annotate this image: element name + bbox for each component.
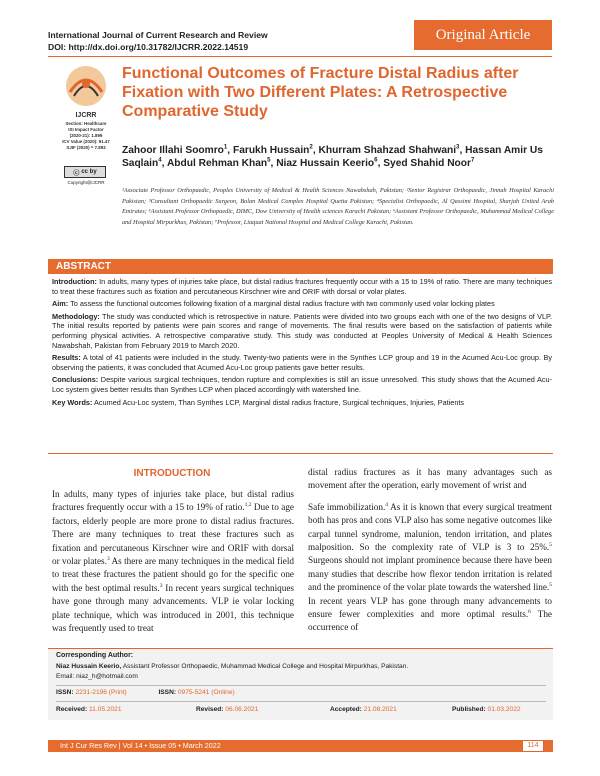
issn-online: 0975-5241 (Online) bbox=[177, 689, 235, 696]
email-label: Email: bbox=[56, 673, 75, 680]
published-label: Published: bbox=[452, 706, 486, 713]
abstract-header-bar bbox=[48, 259, 553, 274]
abstract-text: Acumed Acu-Loc system, Than Synthes LCP, Marginal distal radius fracture, Surgical techniques, Injuries, Patients bbox=[94, 397, 465, 407]
cc-license-text: cc by bbox=[81, 169, 97, 175]
abstract-results bbox=[52, 353, 552, 372]
published-date bbox=[452, 706, 521, 713]
citation-sup: 1,2 bbox=[244, 502, 252, 509]
page-number: 114 bbox=[522, 740, 544, 752]
header-divider bbox=[48, 56, 552, 57]
issn-print: 2231-2196 (Print) bbox=[75, 689, 127, 696]
author-sup: 4 bbox=[158, 156, 162, 164]
abstract-label: Aim: bbox=[52, 299, 69, 309]
revised-value: 06.06.2021 bbox=[225, 706, 259, 713]
received-label: Received: bbox=[56, 706, 88, 713]
accepted-date bbox=[330, 706, 397, 713]
author-name: Farukh Hussain bbox=[232, 145, 310, 156]
citation-sup: 5 bbox=[549, 541, 552, 548]
revised-date bbox=[196, 706, 258, 713]
impact-factor-line: ISI Impact Factor bbox=[68, 127, 104, 132]
corr-divider bbox=[56, 685, 546, 686]
doi-line bbox=[48, 42, 248, 52]
doi-label: DOI: bbox=[48, 42, 67, 52]
abstract-text: Despite various surgical techniques, tendon rupture and complexities is still an issue unresolved. This study shows that the Acumed Acu-Loc system gives better results than Synthes LCP when placed accordingly with watershed line. bbox=[52, 375, 552, 394]
cc-icon: ⓒ bbox=[73, 170, 80, 177]
author-name: Abdul Rehman Khan bbox=[166, 158, 268, 169]
abstract-label: Results: bbox=[52, 353, 81, 363]
body-paragraph: distal radius fractures as it has many advantages such as movement after the operation, early movement of wrist and bbox=[308, 467, 552, 491]
body-text: Due to age factors, elderly people are more prone to distal radius fractures. There are many techniques to treat these fractures such as fixation and percutaneous Kirschner wire and ORIF with dorsal or volar plates. bbox=[52, 502, 294, 567]
abstract-label: Methodology: bbox=[52, 311, 100, 321]
cc-license-badge bbox=[64, 166, 106, 178]
issn-online-label: ISSN: bbox=[158, 689, 177, 696]
body-paragraph bbox=[308, 501, 552, 635]
doi-link[interactable]: http://dx.doi.org/10.31782/IJCRR.2022.14519 bbox=[68, 42, 249, 52]
isi-value: (2020-21): 1.899 bbox=[69, 133, 103, 138]
author-name: Syed Shahid Noor bbox=[383, 158, 471, 169]
copyright: Copyright@IJCRR bbox=[67, 180, 105, 185]
footer-citation: Int J Cur Res Rev | Vol 14 • Issue 05 • March 2022 bbox=[60, 741, 221, 750]
corresponding-heading: Corresponding Author: bbox=[56, 652, 134, 659]
citation-sup: 6 bbox=[528, 609, 531, 615]
body-text: Surgeons should not implant prominence because there have been many studies that describe how flexor tendon irritation is related and the prominence of the volar plate towards the watershed line. bbox=[308, 555, 552, 593]
corresponding-name: Niaz Hussain Keerio, bbox=[56, 663, 122, 670]
abstract-text: A total of 41 patients were included in the study. Twenty-two patients were in the Synthes LCP group and 19 in the Acumed Acu-Loc group. By observing the patients, it was concluded that Acumed Acu-Loc group patients gave better results. bbox=[52, 353, 552, 372]
journal-logo-icon bbox=[52, 62, 120, 110]
abstract-text: To assess the functional outcomes following fixation of a marginal distal radius fracture with two commonly used volar locking plates bbox=[70, 299, 495, 309]
abstract-label: Key Words: bbox=[52, 397, 93, 407]
author-name: Hassan Amir Us Saqlain bbox=[122, 145, 543, 169]
abstract-keywords bbox=[52, 398, 552, 408]
citation-sup: 3 bbox=[106, 555, 110, 562]
article-type-badge: Original Article bbox=[414, 20, 552, 50]
body-text: In recent years surgical techniques have gone through many advancements. VLP ie volar locking plate technique, which was introduced in 2001, this technique was frequently used to treat bbox=[52, 582, 294, 634]
abstract-label: Introduction: bbox=[52, 277, 97, 286]
author-name: Niaz Hussain Keerio bbox=[276, 158, 375, 169]
body-paragraph bbox=[52, 488, 294, 635]
corr-divider bbox=[56, 701, 546, 702]
abstract-methodology bbox=[52, 312, 552, 350]
article-title: Functional Outcomes of Fracture Distal Radius after Fixation with Two Different Plates: A Retrospective Comparative Study bbox=[122, 65, 519, 120]
accepted-label: Accepted: bbox=[330, 706, 362, 713]
logo-text: IJCRR bbox=[75, 112, 97, 119]
author-list: Zahoor Illahi Soomro$^1$, Farukh Hussain$^2$, Khurram Shahzad Shahwani$^3$, Hassan Amir Us Saqlain$^4$, Abdul Rehman Khan$^5$, Niaz Hussain Keerio$^6$, Syed Shahid Noor$^7$ bbox=[122, 143, 543, 169]
introduction-heading: INTRODUCTION bbox=[133, 468, 211, 479]
abstract-body bbox=[52, 277, 552, 410]
abstract-heading: ABSTRACT bbox=[56, 261, 111, 272]
abstract-introduction bbox=[52, 277, 552, 296]
email-line bbox=[56, 673, 138, 680]
received-value: 11.05.2021 bbox=[89, 706, 122, 713]
corresponding-position: Assistant Professor Orthopaedic, Muhammad Medical College and Hospital Mirpurkhas, Pakistan. bbox=[121, 663, 409, 670]
author-name: Zahoor Illahi Soomro bbox=[122, 145, 224, 156]
abstract-text: In adults, many types of injuries take place, but distal radius fractures frequently occur with a 15 to 19% of ratio. There are many techniques to treat these fractures such as fixation and percutaneous Kirschner wire and ORIF with dorsal or volar plates. bbox=[52, 277, 553, 296]
email-link[interactable]: niaz_h@hotmail.com bbox=[76, 673, 138, 680]
abstract-conclusions bbox=[52, 375, 552, 394]
paragraph-gap bbox=[308, 493, 552, 501]
issn-line bbox=[56, 689, 235, 696]
journal-name: International Journal of Current Research and Review bbox=[48, 30, 268, 40]
citation-sup: 4 bbox=[385, 501, 389, 508]
citation-sup: 3 bbox=[159, 582, 163, 589]
issn-print-label: ISSN: bbox=[56, 689, 74, 696]
introduction-right-column bbox=[308, 466, 552, 635]
introduction-left-column bbox=[52, 488, 294, 635]
author-name: Khurram Shahzad Shahwani bbox=[318, 145, 457, 156]
author-sup: 7 bbox=[470, 156, 475, 164]
body-text: As it is known that every surgical treatment both has pros and cons VLP also has some negative outcomes like carpal tunnel syndrome, malunion, tendon irritation, and plates malposition. So the complexity rate of VLP is 3 to 25%. bbox=[308, 501, 553, 553]
body-text: Safe immobilization. bbox=[308, 501, 386, 512]
abstract-divider bbox=[48, 453, 553, 454]
author-sup: 5 bbox=[267, 156, 271, 164]
abstract-aim bbox=[52, 299, 552, 309]
corresponding-name-line bbox=[56, 663, 408, 670]
body-text: As there are many techniques in the medical field to treat these fractures the patient should go for the specific one with the best optimal results. bbox=[52, 556, 294, 593]
sjif-value: SJIF (2020) = 7.893 bbox=[66, 145, 106, 150]
affiliations: ¹Associate Professor Orthopaedic, Peoples University of Medical & Health Sciences Nawabshah, Pakistan; ²Senior Registrar Orthopaedic, Jinnah Hospital Karachi Pakistan; ³Consultant Orthopaedic Surgeon, Bolan Medical Complex Hospital Quetta Pakistan; ⁴Specialist Orthopaedic, Al Qassimi Hospital, Sharjah United Arab Emirates; ⁵Assistant Professor Orthopaedic, DIMC, Dow University of Health sciences Karachi Pakistan; ⁶Assistant Professor Orthopaedic, Muhammad Medical College and Hospital Mirpurkhas, Pakistan; ⁷Professor, Liaquat National Hospital and Medical College Karachi, Pakistan. bbox=[122, 187, 554, 226]
author-sup: 6 bbox=[374, 156, 378, 164]
abstract-label: Conclusions: bbox=[52, 375, 99, 385]
accepted-value: 21.08.2021 bbox=[363, 706, 397, 713]
author-sup: 2 bbox=[309, 143, 313, 151]
body-text: In recent years VLP has gone through many advancements to ensure fewer complexities and more optimal results. bbox=[308, 595, 552, 620]
icv-value: ICV Value (2020): 91.47 bbox=[62, 139, 110, 144]
author-sup: 3 bbox=[456, 143, 460, 151]
author-sup: 1 bbox=[223, 143, 228, 151]
section-line: Section: Healthcare bbox=[65, 121, 107, 126]
revised-label: Revised: bbox=[196, 706, 224, 713]
body-text: In adults, many types of injuries take place, but distal radius fractures frequently occur with a 15 to 19% of ratio. bbox=[52, 489, 294, 513]
received-date bbox=[56, 706, 122, 713]
citation-sup: 5 bbox=[549, 582, 552, 589]
body-text: The occurrence of bbox=[308, 609, 552, 633]
published-value: 01.03.2022 bbox=[487, 706, 521, 713]
abstract-text: The study was conducted which is retrospective in nature. Patients were divided into two groups each with one of the two designs of VLP. The initial results reported by patients were pain scores and range of movements. The final results were based on the satisfaction of patients while performing physical activities. A retrospective comparative study. This study was conducted at Peoples University of Medical & Health Sciences Nawabshah, Pakistan from February 2019 to March 2020. bbox=[52, 311, 552, 350]
